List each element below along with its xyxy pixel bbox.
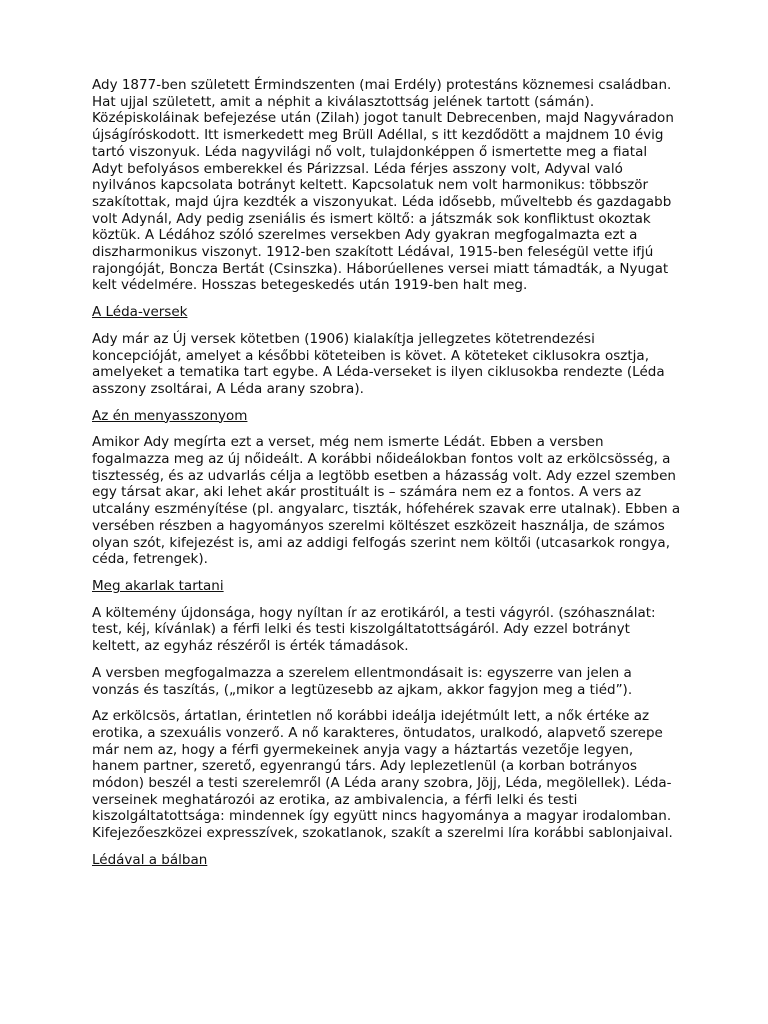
megakarlak-paragraph-1: A költemény újdonsága, hogy nyíltan ír az erotikáról, a testi vágyról. (szóhasználat: test, kéj, kívánlak) a férfi lelki és testi kiszolgáltatottságáról. Ady ezzel botrányt keltett, az egyház részéről is érték támadások. — [92, 604, 656, 655]
leda-versek-paragraph: Ady már az Új versek kötetben (1906) kialakítja jellegzetes kötetrendezési koncepcióját, amelyet a későbbi köteteiben is követ. A köteteket ciklusokra osztja, amelyeket a tematika tart egybe. A Léda-verseket is ilyen ciklusokba rendezte (Léda asszony zsoltárai, A Léda arany szobra). — [92, 330, 665, 397]
megakarlak-paragraph-2: A versben megfogalmazza a szerelem ellentmondásait is: egyszerre van jelen a vonzás és taszítás, („mikor a legtüzesebb az ajkam, akkor fagyjon meg a tiéd”). — [92, 664, 633, 698]
heading-az-en-menyasszonyom: Az én menyasszonyom — [92, 407, 248, 424]
heading-ledaval-a-balban: Lédával a bálban — [92, 851, 208, 868]
intro-paragraph: Ady 1877-ben született Érmindszenten (mai Erdély) protestáns köznemesi családban. Hat ujjal született, amit a néphit a kiválasztottság jelének tartott (sámán). Középiskoláinak befejezése után (Zilah) jogot tanult Debrecenben, majd Nagyváradon újságíróskodott. Itt ismerkedett meg Brüll Adéllal, s itt kezdődött a majdnem 10 évig tartó viszonyuk. Léda nagyvilági nő volt, tulajdonképpen ő ismertette meg a fiatal Adyt befolyásos emberekkel és Párizzsal. Léda férjes asszony volt, Adyval való nyilvános kapcsolata botrányt keltett. Kapcsolatuk nem volt harmonikus: többször szakítottak, majd újra kezdték a viszonyukat. Léda idősebb, műveltebb és gazdagabb volt Adynál, Ady pedig zseniális és ismert költő: a játszmák sok konfliktust okoztak köztük. A Lédához szóló szerelmes versekben Ady gyakran megfogalmazta ezt a diszharmonikus viszonyt. 1912-ben szakított Lédával, 1915-ben feleségül vette ifjú rajongóját, Boncza Bertát (Csinszka). Háborúellenes versei miatt támadták, a Nyugat kelt védelmére. Hosszas betegeskedés után 1919-ben halt meg. — [92, 77, 674, 294]
heading-meg-akarlak-tartani: Meg akarlak tartani — [92, 577, 224, 594]
heading-leda-versek: A Léda-versek — [92, 304, 188, 321]
megakarlak-paragraph-3: Az erkölcsös, ártatlan, érintetlen nő korábbi ideálja idejétmúlt lett, a nők értéke az erotika, a szexuális vonzerő. A nő karakteres, öntudatos, uralkodó, alapvető szerepe már nem az, hogy a férfi gyermekeinek anyja vagy a háztartás vezetője legyen, hanem partner, szerető, egyenrangú társ. Ady leplezetlenül (a korban botrányos módon) beszél a testi szerelemről (A Léda arany szobra, Jöjj, Léda, megölellek). Léda-verseinek meghatározói az erotika, az ambivalencia, a férfi lelki és testi kiszolgáltatottsága: mindennek így együtt nincs hagyománya a magyar irodalomban. Kifejezőeszközei expresszívek, szokatlanok, szakít a szerelmi líra korábbi sablonjaival. — [92, 708, 673, 842]
document-page — [92, 77, 682, 879]
menyasszony-paragraph: Amikor Ady megírta ezt a verset, még nem ismerte Lédát. Ebben a versben fogalmazza meg az új nőideált. A korábbi nőideálokban fontos volt az erkölcsösség, a tisztesség, és az udvarlás célja a legtöbb esetben a házasság volt. Ady ezzel szemben egy társat akar, aki lehet akár prostituált is – számára nem ez a fontos. A vers az utcalány eszményítése (pl. angyalarc, tiszták, hófehérek szavak erre utalnak). Ebben a versében részben a hagyományos szerelmi költészet eszközeit használja, de számos olyan szót, kifejezést is, ami az addigi felfogás szerint nem költői (utcasarkok rongya, céda, fetrengek). — [92, 434, 681, 568]
